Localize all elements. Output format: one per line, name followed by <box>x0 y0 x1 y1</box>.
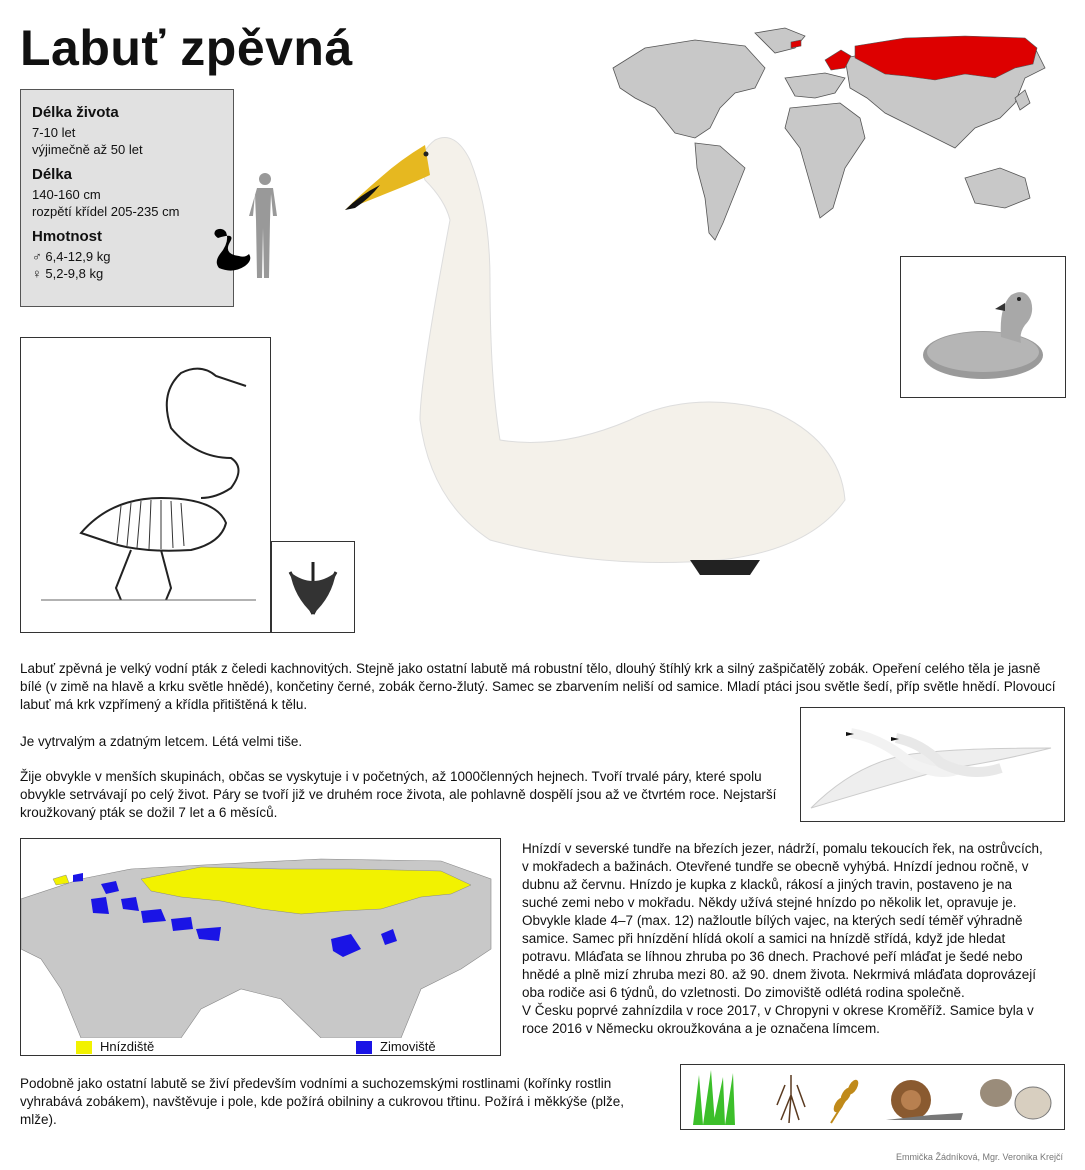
flying-swans-icon <box>801 708 1064 821</box>
description-p4-text: Hnízdí v severské tundře na březích jezer, nádrží, pomalu tekoucích řek, na ostrůvcích, v mokřadech a bažinách. Otevřené tundře se obecně vyhýbá. Hnízdí jednou ročně, v dubnu až červnu. Hnízdo je kupka z klacků, rákosí a jiných travin, postaveno je na suché zemi nebo v mokřadu. Někdy užívá stejné hnízdo po několik let, opravuje je. Obvykle klade 4–7 (max. 12) nažloutle bílých vajec, na kterých sedí téměř výhradně samice. Samec při hnízdění hlídá okolí a samici na hnízdě střídá, když jde hledat potravu. Mláďata se líhnou zhruba po 36 dnech. Prachové peří mláďat je šedé nebo hnědé a plně mizí zhruba mezi 80. až 90. dnem života. Nekrmivá mláďata doprovázejí oba rodiče asi 6 týdnů, do vzletnosti. Do zimoviště odlétá rodina společně. <box>522 841 1043 1000</box>
length-line2: rozpětí křídel 205-235 cm <box>32 204 180 219</box>
wheat-icon <box>831 1078 860 1123</box>
wintering-swatch <box>356 1041 372 1054</box>
shell-icon <box>980 1079 1051 1119</box>
description-p2: Je vytrvalým a zdatným letcem. Létá velmi tiše. <box>20 734 303 749</box>
legend-wintering-label: Zimoviště <box>380 1039 436 1054</box>
size-comparison-icon <box>206 168 286 283</box>
life-line2: výjimečně až 50 let <box>32 142 143 157</box>
legend-wintering <box>356 1039 436 1054</box>
female-weight: 5,2-9,8 kg <box>45 266 104 281</box>
description-p3: Žije obvykle v menších skupinách, občas se vyskytuje i v početných, až 1000členných hejnech. Tvoří trvalé páry, které spolu obvykle setrvávají po celý život. Páry se tvoří již ve druhém roce života, ale pohlavně dospělí jsou až ve čtvrtém roce. Nejstarší kroužkovaný pták se dožil 7 let a 6 měsíců. <box>20 769 777 820</box>
description-p6: Podobně jako ostatní labutě se živí především vodními a suchozemskými rostlinami (kořínky rostlin vyhrabává zobákem), navštěvuje i pole, kde požírá obilniny a cukrovou třtinu. Požírá i měkkýše (plže, mlže). <box>20 1076 625 1127</box>
skeleton-icon <box>21 338 270 632</box>
legend-breeding <box>76 1039 154 1054</box>
description-p1: Labuť zpěvná je velký vodní pták z čeledi kachnovitých. Stejně jako ostatní labutě má robustní tělo, dlouhý štíhlý krk a silný zašpičatělý zobák. Opeření celého těla je jasně bílé (v zimě na hlavě a krku světle hnědé), končetiny černé, zobák černo-žlutý. Samec se zbarvením neliší od samice. Mladí ptáci jsou světle šedí, příp světle hnědí. Plovoucí labuť má krk vzpřímený a křídla přitištěná k tělu. <box>20 661 1056 712</box>
info-box <box>20 89 234 307</box>
life-line1: 7-10 let <box>32 125 76 140</box>
page-title: Labuť zpěvná <box>20 20 353 76</box>
legend-breeding-label: Hnízdiště <box>100 1039 155 1054</box>
male-icon: ♂ <box>32 249 42 264</box>
female-icon: ♀ <box>32 266 42 281</box>
life-heading: Délka života <box>32 104 119 121</box>
weight-heading: Hmotnost <box>32 228 102 245</box>
length-heading: Délka <box>32 166 73 183</box>
female-weight-row <box>32 265 222 282</box>
credit: Emmička Žádníková, Mgr. Veronika Krejčí <box>895 1152 1063 1162</box>
breeding-swatch <box>76 1041 92 1054</box>
skeleton-drawing <box>20 337 271 633</box>
description-p4 <box>522 840 1047 1038</box>
length-line1: 140-160 cm <box>32 187 101 202</box>
flying-swans-photo <box>800 707 1065 822</box>
food-images <box>680 1064 1065 1130</box>
grass-icon <box>693 1070 735 1125</box>
male-weight-row <box>32 248 222 265</box>
snail-icon <box>886 1080 963 1120</box>
roots-icon <box>777 1075 805 1123</box>
cygnet-photo <box>900 256 1066 398</box>
cygnet-icon <box>901 257 1065 397</box>
male-weight: 6,4-12,9 kg <box>45 249 111 264</box>
distribution-map <box>20 838 501 1056</box>
description-p5-text: V Česku poprvé zahnízdila v roce 2017, v Chropyni v okrese Kroměříž. Samice byla v roce 2016 v Německu okroužkována a je označena límcem. <box>522 1003 1034 1036</box>
distribution-map-icon <box>21 839 500 1038</box>
swan-illustration <box>340 120 860 600</box>
food-icons <box>681 1065 1064 1129</box>
